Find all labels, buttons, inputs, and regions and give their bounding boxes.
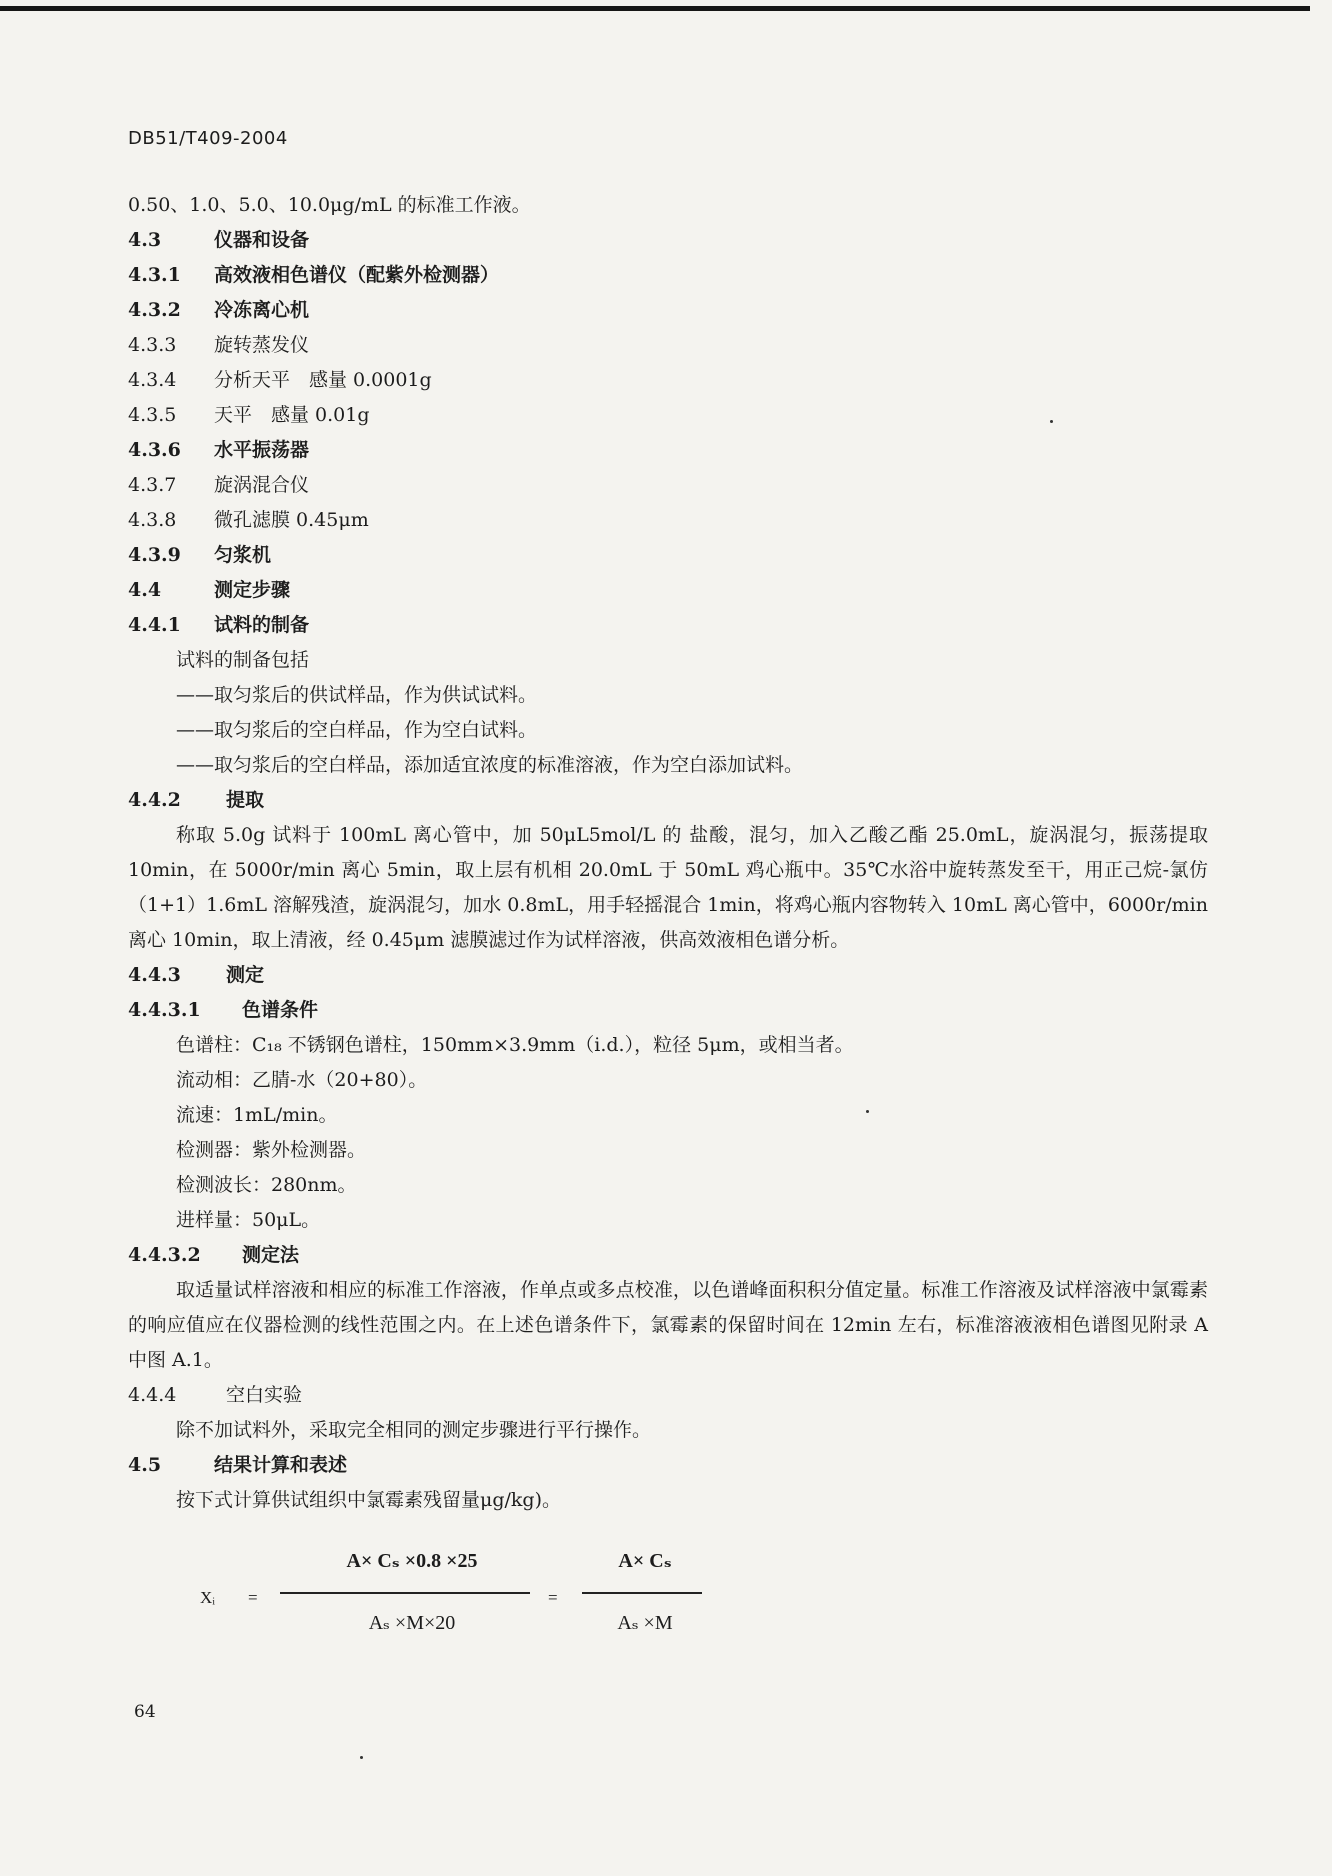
section-title: 测定步骤: [214, 579, 291, 601]
clause-number: 4.3.3: [128, 334, 177, 356]
clause-title: 提取: [226, 789, 265, 811]
section-heading-4-4: [128, 573, 1208, 608]
list-item: ——取匀浆后的空白样品，添加适宜浓度的标准溶液，作为空白添加试料。: [176, 754, 804, 776]
section-number: 4.5: [128, 1454, 162, 1476]
formula-lhs: Xᵢ: [200, 1588, 216, 1607]
list-item: ——取匀浆后的空白样品，作为空白试料。: [176, 719, 538, 741]
clause-number: 4.3.2: [128, 299, 181, 321]
clause-title: 测定: [226, 964, 265, 986]
clause-4-3-1: [128, 258, 1208, 293]
clause-title: 色谱条件: [242, 999, 319, 1021]
clause-4-4-3: [128, 958, 1208, 993]
section-number: 4.4: [128, 579, 162, 601]
clause-text: 冷冻离心机: [214, 299, 310, 321]
scan-speck: [1050, 420, 1053, 423]
list-item: ——取匀浆后的供试样品，作为供试试料。: [176, 684, 538, 706]
clause-4-3-3: [128, 328, 1208, 363]
scan-speck: [360, 1756, 363, 1759]
formula-numerator: A× Cₛ ×0.8 ×25: [346, 1550, 478, 1572]
document-body: [128, 188, 1208, 1518]
clause-number: 4.4.3: [128, 964, 181, 986]
formula-denominator: Aₛ ×M: [617, 1612, 673, 1634]
clause-number: 4.3.9: [128, 544, 181, 566]
clause-number: 4.4.3.2: [128, 1244, 201, 1266]
result-formula: [200, 1548, 760, 1648]
clause-number: 4.3.7: [128, 474, 177, 496]
clause-number: 4.4.3.1: [128, 999, 201, 1021]
clause-4-4-3-1: [128, 993, 1208, 1028]
text-line: 试料的制备包括: [176, 649, 310, 671]
clause-text: 分析天平 感量 0.0001g: [214, 369, 432, 391]
clause-title: 空白实验: [226, 1384, 303, 1406]
clause-title: 试料的制备: [214, 614, 310, 636]
clause-text: 微孔滤膜 0.45μm: [214, 509, 369, 531]
clause-4-4-4: [128, 1378, 1208, 1413]
formula-denominator: Aₛ ×M×20: [368, 1612, 456, 1634]
text-line: 0.50、1.0、5.0、10.0μg/mL 的标准工作液。: [128, 194, 531, 216]
paragraph-method: 取适量试样溶液和相应的标准工作溶液，作单点或多点校准，以色谱峰面积积分值定量。标准工作溶液及试样溶液中氯霉素的响应值应在仪器检测的线性范围之内。在上述色谱条件下，氯霉素的保留时间在 12min 左右，标准溶液液相色谱图见附录 A 中图 A.1。: [128, 1279, 1208, 1371]
condition-column: 色谱柱：C₁₈ 不锈钢色谱柱，150mm×3.9mm（i.d.），粒径 5μm，或相当者。: [176, 1034, 854, 1056]
clause-text: 天平 感量 0.01g: [214, 404, 370, 426]
section-heading-4-5: [128, 1448, 1208, 1483]
page-number: 64: [134, 1702, 156, 1722]
clause-title: 测定法: [242, 1244, 300, 1266]
clause-4-3-2: [128, 293, 1208, 328]
clause-number: 4.4.1: [128, 614, 181, 636]
text-line: 按下式计算供试组织中氯霉素残留量μg/kg)。: [176, 1489, 562, 1511]
section-number: 4.3: [128, 229, 162, 251]
clause-text: 旋涡混合仪: [214, 474, 310, 496]
clause-text: 水平振荡器: [214, 439, 310, 461]
formula-numerator: A× Cₛ: [618, 1550, 672, 1572]
condition-wavelength: 检测波长：280nm。: [176, 1174, 357, 1196]
clause-number: 4.3.8: [128, 509, 177, 531]
clause-number: 4.4.2: [128, 789, 181, 811]
scan-speck: [866, 1110, 869, 1113]
clause-4-3-9: [128, 538, 1208, 573]
clause-text: 匀浆机: [214, 544, 272, 566]
section-title: 结果计算和表述: [214, 1454, 348, 1476]
clause-text: 高效液相色谱仪（配紫外检测器）: [214, 264, 500, 286]
section-title: 仪器和设备: [214, 229, 310, 251]
section-heading-4-3: [128, 223, 1208, 258]
clause-number: 4.3.4: [128, 369, 177, 391]
clause-4-3-5: [128, 398, 1208, 433]
clause-number: 4.3.1: [128, 264, 181, 286]
condition-detector: 检测器：紫外检测器。: [176, 1139, 367, 1161]
clause-number: 4.4.4: [128, 1384, 177, 1406]
clause-4-3-4: [128, 363, 1208, 398]
condition-flow-rate: 流速：1mL/min。: [176, 1104, 338, 1126]
document-id: DB51/T409-2004: [128, 128, 288, 149]
paragraph-extraction: 称取 5.0g 试料于 100mL 离心管中，加 50μL5mol/L 的 盐酸，混匀，加入乙酸乙酯 25.0mL，旋涡混匀，振荡提取 10min，在 5000r/min 离心 5min，取上层有机相 20.0mL 于 50mL 鸡心瓶中。35℃水浴中旋转蒸发至干，用正己烷-氯仿（1+1）1.6mL 溶解残渣，旋涡混匀，加水 0.8mL，用手轻摇混合 1min，将鸡心瓶内容物转入 10mL 离心管中，6000r/min 离心 10min，取上清液，经 0.45μm 滤膜滤过作为试样溶液，供高效液相色谱分析。: [128, 824, 1208, 951]
text-line: 除不加试料外，采取完全相同的测定步骤进行平行操作。: [176, 1419, 652, 1441]
formula-equals: =: [248, 1588, 258, 1607]
clause-text: 旋转蒸发仪: [214, 334, 310, 356]
clause-4-4-1: [128, 608, 1208, 643]
fraction-bar: [280, 1592, 530, 1594]
condition-mobile-phase: 流动相：乙腈-水（20+80）。: [176, 1069, 428, 1091]
top-rule: [0, 6, 1310, 11]
formula-equals: =: [548, 1588, 558, 1607]
clause-4-4-3-2: [128, 1238, 1208, 1273]
clause-4-3-7: [128, 468, 1208, 503]
fraction-bar: [582, 1592, 702, 1594]
clause-4-4-2: [128, 783, 1208, 818]
condition-injection-volume: 进样量：50μL。: [176, 1209, 321, 1231]
clause-number: 4.3.6: [128, 439, 181, 461]
clause-4-3-8: [128, 503, 1208, 538]
clause-number: 4.3.5: [128, 404, 177, 426]
clause-4-3-6: [128, 433, 1208, 468]
